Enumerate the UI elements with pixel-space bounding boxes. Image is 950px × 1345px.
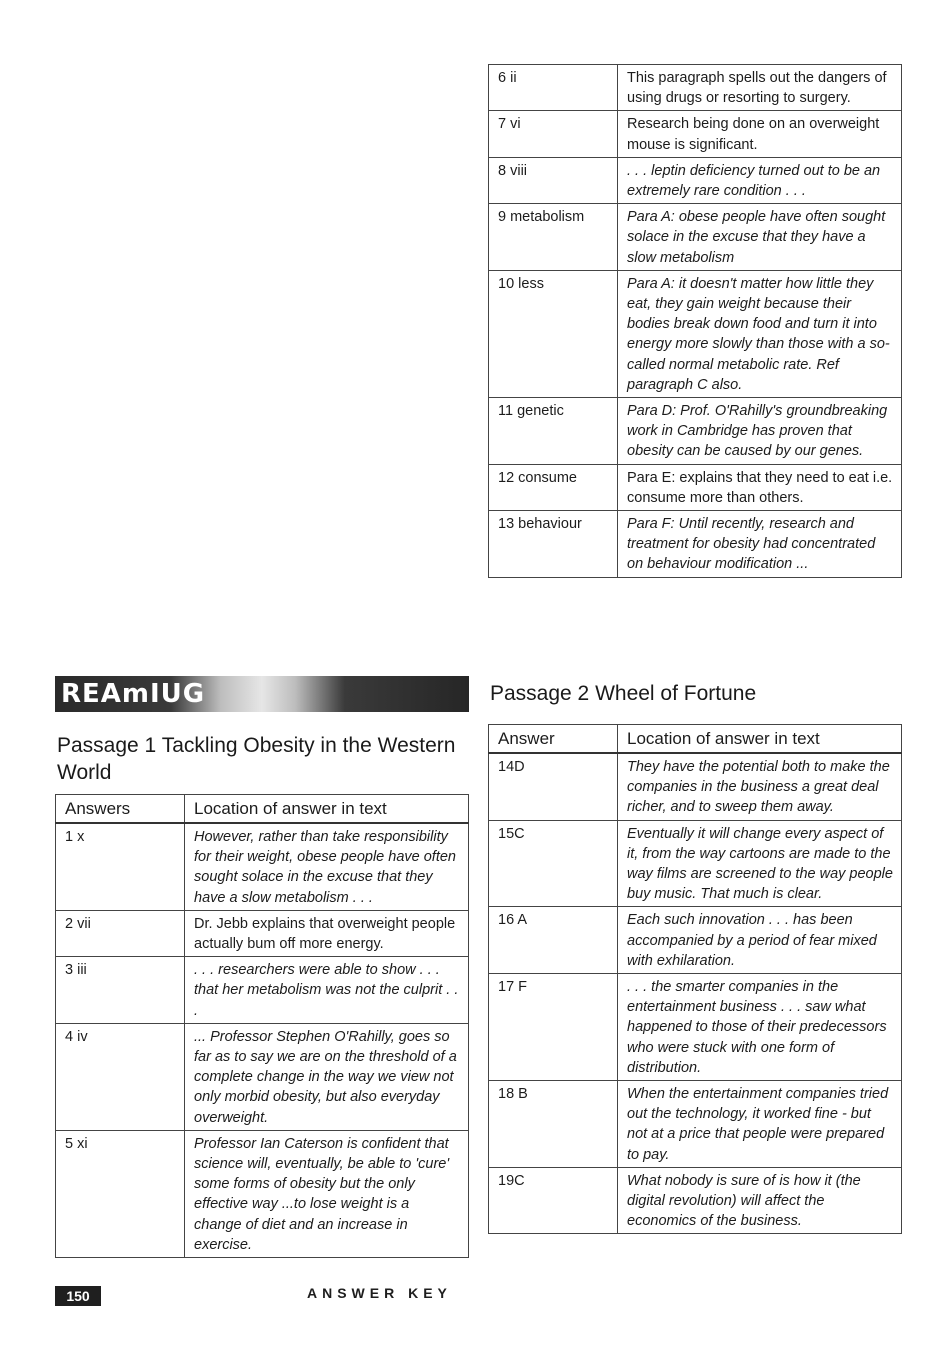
location-cell: Professor Ian Caterson is confident that science will, eventually, be able to 'cure' some forms of obesity but the only effective way ...to lose weight is a change of diet and an increase in exercise.	[185, 1130, 469, 1257]
table-row	[489, 204, 902, 271]
answer-cell: 6 ii	[489, 65, 618, 111]
answer-cell: 19C	[489, 1167, 618, 1234]
table-row	[489, 820, 902, 907]
table-row	[489, 1081, 902, 1168]
location-cell: However, rather than take responsibility for their weight, obese people have often sought solace in the excuse that they have a slow metabolism . . .	[185, 823, 469, 910]
location-cell: Research being done on an overweight mouse is significant.	[618, 111, 902, 157]
answer-cell: 17 F	[489, 974, 618, 1081]
location-cell: Para A: it doesn't matter how little they eat, they gain weight because their bodies break down food and turn it into energy more slowly than those with a so-called normal metabolic rate. Ref paragraph C also.	[618, 270, 902, 397]
table-row	[56, 957, 469, 1024]
location-cell: Para A: obese people have often sought solace in the excuse that they have a slow metabolism	[618, 204, 902, 271]
location-header: Location of answer in text	[185, 795, 469, 824]
footer-label: ANSWER KEY	[307, 1285, 452, 1301]
table-row	[489, 511, 902, 578]
location-cell: What nobody is sure of is how it (the digital revolution) will affect the economics of the business.	[618, 1167, 902, 1234]
table-row	[489, 157, 902, 203]
location-cell: They have the potential both to make the companies in the business a great deal richer, and to sweep them away.	[618, 753, 902, 820]
answer-cell: 12 consume	[489, 464, 618, 510]
answer-cell: 5 xi	[56, 1130, 185, 1257]
location-header: Location of answer in text	[618, 725, 902, 754]
table-row	[489, 1167, 902, 1234]
table-header-row	[489, 725, 902, 754]
table-row	[489, 111, 902, 157]
answer-header: Answer	[489, 725, 618, 754]
answer-cell: 13 behaviour	[489, 511, 618, 578]
passage2-table	[488, 724, 902, 1234]
answer-cell: 9 metabolism	[489, 204, 618, 271]
location-cell: . . . researchers were able to show . . . that her metabolism was not the culprit . . .	[185, 957, 469, 1024]
answer-cell: 15C	[489, 820, 618, 907]
answer-cell: 10 less	[489, 270, 618, 397]
table-row	[489, 974, 902, 1081]
answer-cell: 8 viii	[489, 157, 618, 203]
location-cell: Para E: explains that they need to eat i.e. consume more than others.	[618, 464, 902, 510]
location-cell: Dr. Jebb explains that overweight people actually bum off more energy.	[185, 910, 469, 956]
passage2-title: Passage 2 Wheel of Fortune	[490, 682, 757, 705]
answers-header: Answers	[56, 795, 185, 824]
answer-cell: 11 genetic	[489, 398, 618, 465]
section-banner	[55, 676, 469, 712]
continued-answer-table	[488, 64, 902, 578]
answer-cell: 16 A	[489, 907, 618, 974]
location-cell: Eventually it will change every aspect of it, from the way cartoons are made to the way films are screened to the way people buy music. That much is clear.	[618, 820, 902, 907]
answer-cell: 3 iii	[56, 957, 185, 1024]
location-cell: When the entertainment companies tried out the technology, it worked fine - but not at a price that people were prepared to pay.	[618, 1081, 902, 1168]
location-cell: . . . leptin deficiency turned out to be an extremely rare condition . . .	[618, 157, 902, 203]
table-row	[56, 1023, 469, 1130]
page-number: 150	[55, 1286, 101, 1306]
banner-label: REAmIUG	[61, 679, 206, 709]
answer-cell: 7 vi	[489, 111, 618, 157]
location-cell: Para D: Prof. O'Rahilly's groundbreaking work in Cambridge has proven that obesity can be caused by our genes.	[618, 398, 902, 465]
passage1-table	[55, 794, 469, 1258]
table-row	[489, 464, 902, 510]
table-row	[56, 1130, 469, 1257]
location-cell: . . . the smarter companies in the entertainment business . . . saw what happened to those of their predecessors who were stuck with one form of distribution.	[618, 974, 902, 1081]
table-row	[489, 65, 902, 111]
table-row	[489, 270, 902, 397]
answer-cell: 14D	[489, 753, 618, 820]
table-row	[489, 398, 902, 465]
table-row	[56, 910, 469, 956]
answer-cell: 18 B	[489, 1081, 618, 1168]
passage1-title: Passage 1 Tackling Obesity in the Western World	[57, 734, 456, 784]
answer-cell: 1 x	[56, 823, 185, 910]
answer-cell: 2 vii	[56, 910, 185, 956]
answer-cell: 4 iv	[56, 1023, 185, 1130]
location-cell: This paragraph spells out the dangers of using drugs or resorting to surgery.	[618, 65, 902, 111]
table-header-row	[56, 795, 469, 824]
table-row	[489, 907, 902, 974]
location-cell: Para F: Until recently, research and treatment for obesity had concentrated on behaviour modification ...	[618, 511, 902, 578]
location-cell: ... Professor Stephen O'Rahilly, goes so far as to say we are on the threshold of a complete change in the way we view not only morbid obesity, but also everyday overweight.	[185, 1023, 469, 1130]
table-row	[56, 823, 469, 910]
location-cell: Each such innovation . . . has been accompanied by a period of fear mixed with exhilaration.	[618, 907, 902, 974]
table-row	[489, 753, 902, 820]
